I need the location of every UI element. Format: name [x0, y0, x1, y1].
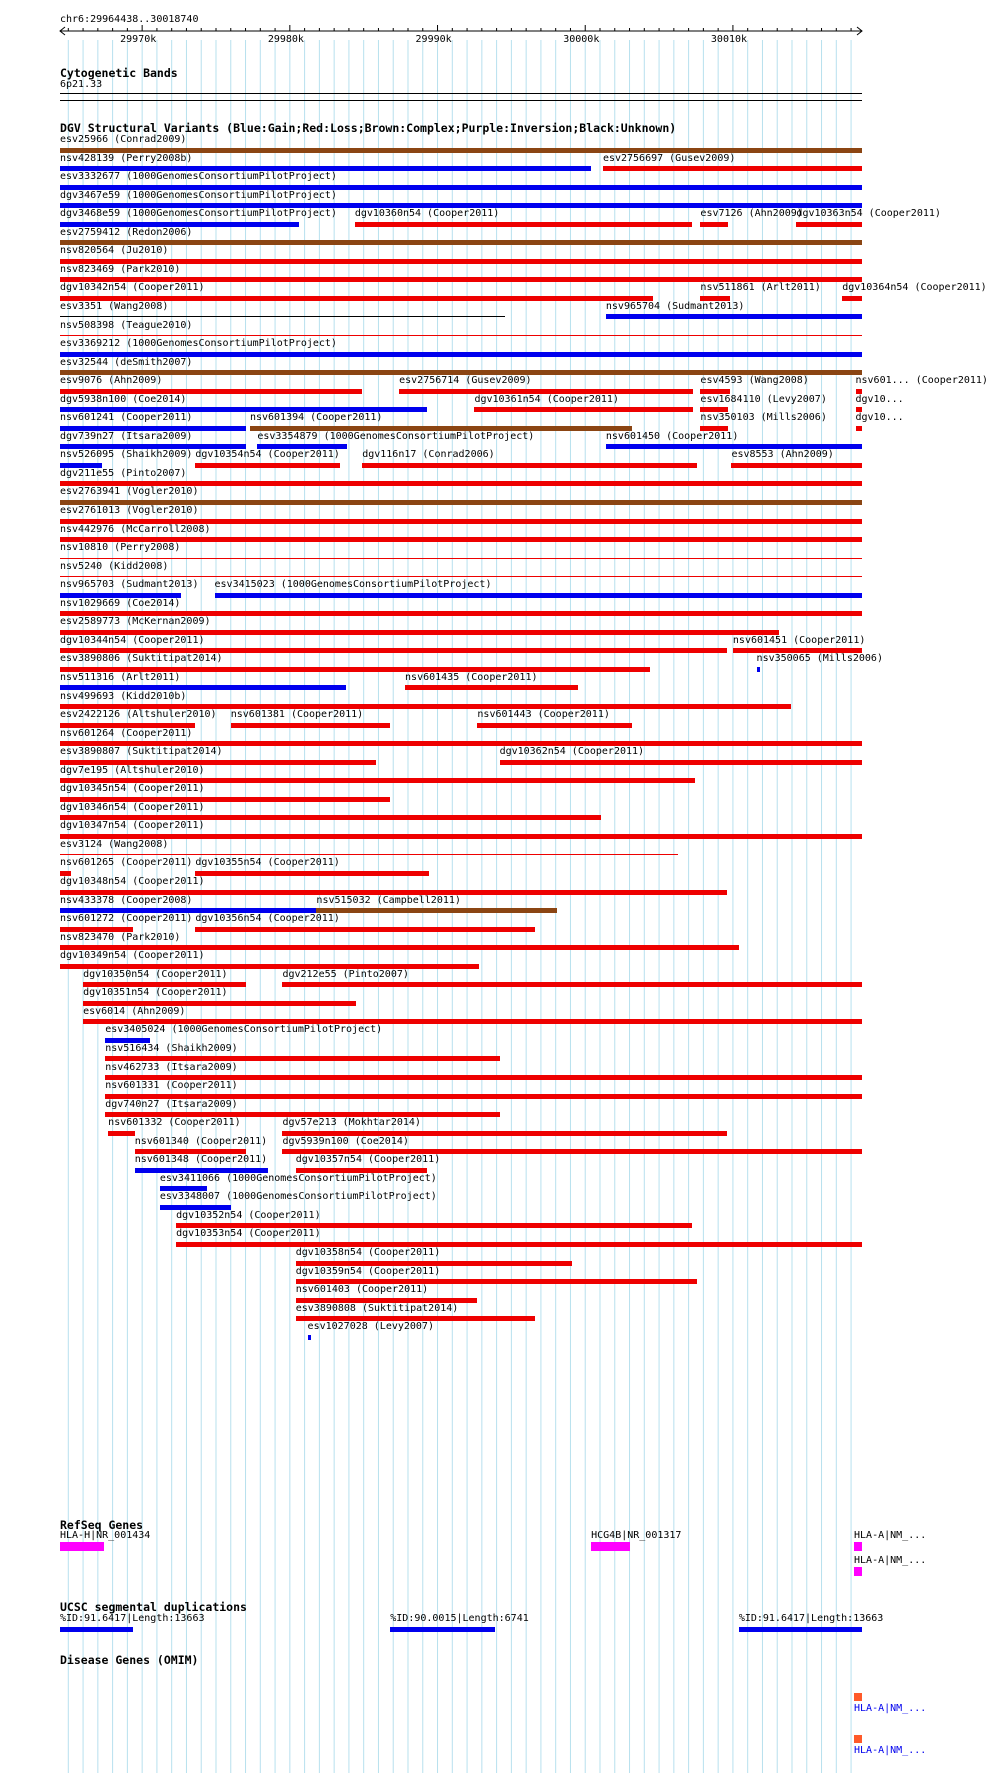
dgv-variant-label[interactable]: dgv740n27 (Itsara2009): [105, 1098, 238, 1110]
dgv-variant-label[interactable]: dgv10358n54 (Cooper2011): [295, 1247, 441, 1258]
dgv-variant-label[interactable]: dgv10...: [855, 412, 904, 424]
dgv-variant-label[interactable]: nsv601443 (Cooper2011): [477, 709, 610, 721]
dgv-variant-label[interactable]: esv2759412 (Redon2006): [60, 226, 193, 238]
dgv-variant-label[interactable]: dgv10364n54 (Cooper2011): [842, 282, 987, 294]
dgv-variant-label[interactable]: dgv10349n54 (Cooper2011): [60, 950, 205, 962]
dgv-variant-label[interactable]: dgv10363n54 (Cooper2011): [796, 208, 941, 220]
dgv-track-title[interactable]: DGV Structural Variants (Blue:Gain;Red:Loss;Brown:Complex;Purple:Inversion;Black:Unknown): [60, 121, 677, 135]
cytoband-top-line: [60, 93, 862, 94]
dgv-variant-label[interactable]: dgv10353n54 (Cooper2011): [176, 1228, 321, 1240]
dgv-variant-label[interactable]: esv3354879 (1000GenomesConsortiumPilotProject): [257, 430, 535, 442]
dgv-variant-label[interactable]: dgv10342n54 (Cooper2011): [60, 282, 205, 294]
dgv-variant-bar[interactable]: [731, 463, 862, 468]
refseq-gene-bar[interactable]: [854, 1567, 862, 1576]
dgv-variant-label[interactable]: nsv350065 (Mills2006): [756, 653, 883, 665]
dgv-variant-label[interactable]: dgv5938n100 (Coe2014): [60, 393, 187, 405]
dgv-variant-label[interactable]: nsv601403 (Cooper2011): [295, 1284, 429, 1296]
ruler-tick-label: 29990k: [415, 34, 452, 45]
dgv-variant-label[interactable]: nsv511316 (Arlt2011): [60, 671, 181, 683]
dgv-variant-bar[interactable]: [60, 576, 862, 577]
dgv-variant-bar[interactable]: [796, 222, 862, 227]
dgv-variant-bar[interactable]: [474, 407, 693, 412]
dgv-variant-label[interactable]: esv2761013 (Vogler2010): [60, 505, 199, 516]
dgv-variant-label[interactable]: dgv739n27 (Itsara2009): [60, 430, 193, 442]
omim-bar[interactable]: [854, 1693, 862, 1701]
dgv-variant-bar[interactable]: [355, 222, 692, 227]
dgv-variant-label[interactable]: nsv601451 (Cooper2011): [732, 634, 866, 646]
dgv-variant-label[interactable]: nsv965704 (Sudmant2013): [605, 300, 745, 312]
dgv-variant-label[interactable]: dgv10348n54 (Cooper2011): [60, 876, 205, 887]
segdup-bar[interactable]: [60, 1627, 133, 1632]
refseq-gene-bar[interactable]: [591, 1542, 629, 1551]
dgv-variant-label[interactable]: esv3415023 (1000GenomesConsortiumPilotProject): [214, 579, 492, 591]
dgv-variant-bar[interactable]: [108, 1131, 135, 1136]
dgv-variant-label[interactable]: dgv211e55 (Pinto2007): [60, 467, 187, 479]
refseq-gene-label[interactable]: HLA-A|NM_...: [854, 1555, 927, 1566]
dgv-variant-label[interactable]: nsv10810 (Perry2008): [60, 542, 181, 554]
dgv-variant-label[interactable]: dgv10345n54 (Cooper2011): [60, 783, 205, 795]
dgv-variant-label[interactable]: dgv10359n54 (Cooper2011): [295, 1265, 441, 1277]
omim-bar[interactable]: [854, 1735, 862, 1743]
dgv-variant-label[interactable]: esv1027028 (Levy2007): [307, 1321, 434, 1333]
dgv-variant-label[interactable]: nsv508398 (Teague2010): [60, 319, 193, 331]
dgv-variant-label[interactable]: nsv1029669 (Coe2014): [60, 597, 181, 609]
dgv-variant-label[interactable]: nsv601264 (Cooper2011): [60, 727, 193, 739]
dgv-variant-label[interactable]: nsv965703 (Sudmant2013): [60, 579, 199, 591]
dgv-variant-label[interactable]: nsv462733 (Itsara2009): [105, 1061, 238, 1073]
dgv-variant-label[interactable]: dgv10347n54 (Cooper2011): [60, 820, 205, 832]
dgv-variant-label[interactable]: dgv10350n54 (Cooper2011): [83, 968, 228, 980]
dgv-variant-label[interactable]: esv3332677 (1000GenomesConsortiumPilotProject): [60, 171, 337, 183]
refseq-track-title[interactable]: RefSeq Genes: [60, 1518, 144, 1532]
dgv-variant-label[interactable]: nsv601331 (Cooper2011): [105, 1080, 238, 1092]
segdup-bar[interactable]: [390, 1627, 495, 1632]
dgv-variant-label[interactable]: esv3411066 (1000GenomesConsortiumPilotProject): [159, 1172, 437, 1184]
dgv-variant-bar[interactable]: [60, 834, 862, 839]
dgv-variant-label[interactable]: dgv7e195 (Altshuler2010): [60, 764, 205, 776]
refseq-gene-label[interactable]: HLA-H|NR_001434: [60, 1530, 151, 1541]
ruler-tick-label: 30010k: [710, 34, 748, 45]
dgv-variant-label[interactable]: esv2763941 (Vogler2010): [60, 486, 199, 498]
dgv-variant-label[interactable]: dgv10344n54 (Cooper2011): [60, 634, 205, 646]
dgv-variant-label[interactable]: dgv10356n54 (Cooper2011): [195, 913, 340, 925]
refseq-gene-label[interactable]: HLA-A|NM_...: [854, 1530, 927, 1541]
dgv-variant-label[interactable]: nsv601348 (Cooper2011): [134, 1154, 268, 1166]
dgv-variant-label[interactable]: nsv350103 (Mills2006): [700, 412, 827, 424]
ruler-tick-label: 29970k: [120, 34, 157, 45]
dgv-variant-label[interactable]: nsv428139 (Perry2008b): [60, 152, 193, 164]
dgv-variant-label[interactable]: nsv601241 (Cooper2011): [60, 412, 193, 424]
dgv-variant-label[interactable]: nsv601332 (Cooper2011): [108, 1117, 241, 1129]
dgv-variant-label[interactable]: nsv823470 (Park2010): [60, 931, 181, 943]
ruler-tick-label: 29980k: [267, 34, 304, 45]
cytoband-label: 6p21.33: [60, 79, 103, 90]
dgv-variant-label[interactable]: dgv10357n54 (Cooper2011): [295, 1154, 441, 1166]
segdup-bar[interactable]: [739, 1627, 862, 1632]
dgv-variant-label[interactable]: dgv10...: [855, 393, 904, 405]
dgv-variant-label[interactable]: esv3890807 (Suktitipat2014): [60, 746, 223, 758]
dgv-variant-label[interactable]: esv32544 (deSmith2007): [60, 356, 193, 368]
dgv-variant-label[interactable]: esv3890808 (Suktitipat2014): [295, 1302, 459, 1314]
dgv-variant-label[interactable]: esv3124 (Wang2008): [60, 838, 169, 850]
dgv-variant-bar[interactable]: [842, 296, 862, 301]
dgv-variant-label[interactable]: esv3890806 (Suktitipat2014): [60, 653, 223, 665]
dgv-variant-label[interactable]: esv2756714 (Gusev2009): [399, 375, 532, 387]
dgv-variant-label[interactable]: dgv10361n54 (Cooper2011): [474, 393, 619, 405]
cytoband-track-title[interactable]: Cytogenetic Bands: [60, 66, 178, 80]
dgv-variant-label[interactable]: esv3369212 (1000GenomesConsortiumPilotProject): [60, 338, 337, 350]
dgv-variant-bar[interactable]: [308, 1335, 311, 1340]
dgv-variant-label[interactable]: nsv601435 (Cooper2011): [405, 671, 538, 683]
dgv-variant-bar[interactable]: [60, 558, 862, 559]
dgv-variant-label[interactable]: esv9076 (Ahn2009): [60, 375, 163, 387]
dgv-variant-label[interactable]: esv3351 (Wang2008): [60, 300, 169, 312]
dgv-variant-label[interactable]: dgv10355n54 (Cooper2011): [195, 857, 340, 869]
dgv-variant-bar[interactable]: [603, 166, 862, 171]
dgv-variant-label[interactable]: dgv10346n54 (Cooper2011): [60, 801, 205, 813]
cytoband-bottom-line: [60, 100, 862, 101]
dgv-variant-label[interactable]: nsv601381 (Cooper2011): [230, 709, 364, 721]
dgv-variant-label[interactable]: dgv10360n54 (Cooper2011): [354, 208, 500, 220]
dgv-variant-bar[interactable]: [700, 222, 728, 227]
segdup-track-title[interactable]: UCSC segmental duplications: [60, 1600, 247, 1614]
dgv-variant-label[interactable]: esv3348007 (1000GenomesConsortiumPilotProject): [159, 1191, 437, 1203]
dgv-variant-label[interactable]: dgv10354n54 (Cooper2011): [195, 449, 340, 461]
dgv-variant-bar[interactable]: [195, 871, 428, 876]
dgv-variant-label[interactable]: esv25966 (Conrad2009): [60, 134, 187, 145]
dgv-variant-bar[interactable]: [405, 685, 578, 690]
dgv-variant-label[interactable]: nsv442976 (McCarroll2008): [60, 523, 211, 535]
dgv-variant-label[interactable]: nsv5240 (Kidd2008): [60, 560, 169, 572]
dgv-variant-label[interactable]: nsv515032 (Campbell2011): [316, 894, 461, 906]
dgv-variant-bar[interactable]: [60, 240, 862, 245]
dgv-variant-bar[interactable]: [215, 593, 862, 598]
dgv-variant-label[interactable]: dgv10362n54 (Cooper2011): [499, 746, 645, 758]
dgv-variant-bar[interactable]: [757, 667, 760, 672]
dgv-variant-bar[interactable]: [176, 1242, 862, 1247]
dgv-variant-label[interactable]: dgv3468e59 (1000GenomesConsortiumPilotProject): [60, 208, 337, 220]
dgv-variant-label[interactable]: dgv5939n100 (Coe2014): [282, 1135, 409, 1147]
segdup-label[interactable]: %ID:90.0015|Length:6741: [390, 1613, 529, 1624]
dgv-variant-label[interactable]: dgv116n17 (Conrad2006): [362, 449, 495, 461]
dgv-variant-label[interactable]: nsv820564 (Ju2010): [60, 245, 169, 257]
dgv-variant-bar[interactable]: [195, 927, 535, 932]
dgv-variant-label[interactable]: esv2589773 (McKernan2009): [60, 616, 211, 628]
dgv-variant-label[interactable]: nsv499693 (Kidd2010b): [60, 690, 187, 702]
ruler-tick-label: 30000k: [563, 34, 600, 45]
omim-label[interactable]: HLA-A|NM_...: [854, 1745, 927, 1756]
refseq-gene-bar[interactable]: [854, 1542, 862, 1551]
segdup-label[interactable]: %ID:91.6417|Length:13663: [60, 1613, 205, 1624]
dgv-variant-bar[interactable]: [362, 463, 697, 468]
dgv-variant-bar[interactable]: [856, 426, 862, 431]
dgv-variant-bar[interactable]: [500, 760, 862, 765]
dgv-variant-label[interactable]: dgv10351n54 (Cooper2011): [83, 987, 228, 999]
dgv-variant-label[interactable]: nsv823469 (Park2010): [60, 263, 181, 275]
dgv-variant-label[interactable]: nsv511861 (Arlt2011): [700, 282, 821, 294]
dgv-variant-label[interactable]: nsv601272 (Cooper2011): [60, 913, 193, 925]
dgv-variant-bar[interactable]: [282, 982, 862, 987]
dgv-variant-bar[interactable]: [60, 335, 862, 336]
dgv-variant-label[interactable]: esv3405024 (1000GenomesConsortiumPilotProject): [105, 1024, 383, 1036]
dgv-variant-bar[interactable]: [316, 908, 557, 913]
locus-coordinates: chr6:29964438..30018740: [60, 14, 199, 25]
dgv-variant-bar[interactable]: [477, 723, 632, 728]
dgv-variant-label[interactable]: nsv601340 (Cooper2011): [134, 1135, 268, 1147]
dgv-variant-label[interactable]: dgv10352n54 (Cooper2011): [176, 1209, 321, 1221]
dgv-variant-bar[interactable]: [60, 316, 505, 317]
dgv-variant-label[interactable]: esv7126 (Ahn2009): [700, 208, 803, 220]
omim-label[interactable]: HLA-A|NM_...: [854, 1703, 927, 1714]
segdup-label[interactable]: %ID:91.6417|Length:13663: [738, 1613, 884, 1624]
refseq-gene-bar[interactable]: [60, 1542, 104, 1551]
dgv-variant-label[interactable]: nsv601265 (Cooper2011): [60, 857, 193, 869]
dgv-variant-label[interactable]: esv4593 (Wang2008): [700, 375, 809, 387]
dgv-variant-label[interactable]: esv2422126 (Altshuler2010): [60, 709, 217, 721]
dgv-variant-label[interactable]: nsv433378 (Cooper2008): [60, 894, 193, 906]
refseq-gene-label[interactable]: HCG4B|NR_001317: [591, 1530, 682, 1541]
dgv-variant-label[interactable]: dgv212e55 (Pinto2007): [282, 968, 409, 980]
dgv-variant-label[interactable]: nsv526095 (Shaikh2009): [60, 449, 193, 461]
dgv-variant-label[interactable]: nsv601... (Cooper2011): [855, 375, 988, 387]
dgv-variant-label[interactable]: esv2756697 (Gusev2009): [602, 152, 736, 164]
dgv-variant-label[interactable]: esv6014 (Ahn2009): [83, 1005, 186, 1017]
dgv-variant-label[interactable]: dgv3467e59 (1000GenomesConsortiumPilotProject): [60, 189, 337, 201]
dgv-variant-label[interactable]: nsv516434 (Shaikh2009): [105, 1042, 238, 1054]
omim-track-title[interactable]: Disease Genes (OMIM): [60, 1653, 199, 1667]
dgv-variant-bar[interactable]: [60, 854, 678, 855]
dgv-variant-label[interactable]: nsv601450 (Cooper2011): [605, 430, 739, 442]
dgv-variant-label[interactable]: esv1684110 (Levy2007): [700, 393, 827, 405]
dgv-variant-bar[interactable]: [231, 723, 391, 728]
dgv-variant-label[interactable]: esv8553 (Ahn2009): [731, 449, 834, 461]
dgv-variant-label[interactable]: dgv57e213 (Mokhtar2014): [282, 1117, 421, 1129]
dgv-variant-label[interactable]: nsv601394 (Cooper2011): [249, 412, 383, 424]
dgv-variant-bar[interactable]: [195, 463, 340, 468]
dgv-variant-bar[interactable]: [606, 314, 862, 319]
